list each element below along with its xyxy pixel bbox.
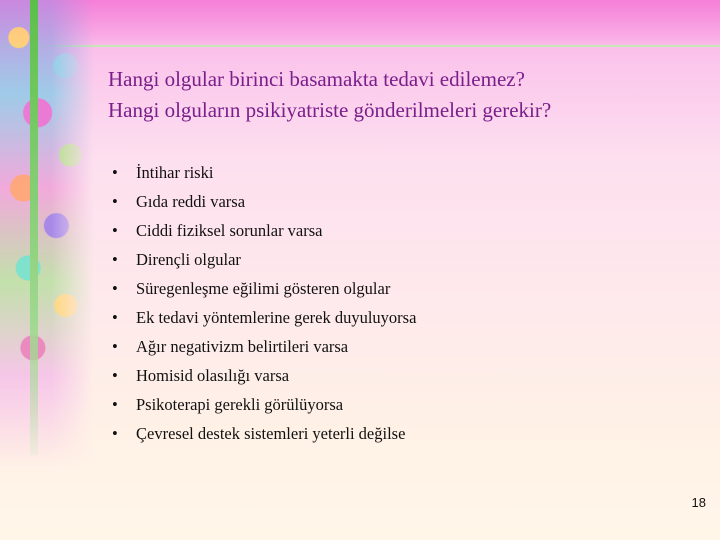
bullet-icon: • bbox=[112, 279, 118, 298]
decorative-mosaic bbox=[0, 0, 94, 470]
list-item-text: Ek tedavi yöntemlerine gerek duyuluyorsa bbox=[136, 308, 417, 327]
list-item-text: Psikoterapi gerekli görülüyorsa bbox=[136, 395, 344, 414]
list-item-text: Ağır negativizm belirtileri varsa bbox=[136, 337, 349, 356]
list-item bbox=[112, 390, 692, 419]
title-line-2: Hangi olguların psikiyatriste gönderilmeleri gerekir? bbox=[108, 98, 552, 122]
list-item-text: Çevresel destek sistemleri yeterli değilse bbox=[136, 424, 406, 443]
list-item bbox=[112, 419, 692, 448]
list-item-text: Homisid olasılığı varsa bbox=[136, 366, 290, 385]
bullet-icon: • bbox=[112, 250, 118, 269]
bullet-icon: • bbox=[112, 221, 118, 240]
bullet-list bbox=[112, 158, 692, 448]
list-item-text: Süregenleşme eğilimi gösteren olgular bbox=[136, 279, 391, 298]
list-item-text: İntihar riski bbox=[136, 163, 214, 182]
bullet-icon: • bbox=[112, 424, 118, 443]
list-item bbox=[112, 158, 692, 187]
list-item-text: Gıda reddi varsa bbox=[136, 192, 246, 211]
list-item bbox=[112, 332, 692, 361]
list-item bbox=[112, 216, 692, 245]
green-divider-line bbox=[0, 45, 720, 47]
top-pink-band bbox=[0, 0, 720, 46]
bullet-icon: • bbox=[112, 366, 118, 385]
list-item bbox=[112, 303, 692, 332]
slide-title bbox=[108, 64, 708, 126]
list-item bbox=[112, 187, 692, 216]
bullet-icon: • bbox=[112, 337, 118, 356]
bullet-icon: • bbox=[112, 163, 118, 182]
title-line-1: Hangi olgular birinci basamakta tedavi edilemez? bbox=[108, 67, 525, 91]
list-item-text: Dirençli olgular bbox=[136, 250, 241, 269]
list-item-text: Ciddi fiziksel sorunlar varsa bbox=[136, 221, 323, 240]
bullet-icon: • bbox=[112, 308, 118, 327]
page-number: 18 bbox=[691, 495, 706, 510]
list-item bbox=[112, 274, 692, 303]
green-vertical-bar bbox=[30, 0, 38, 455]
list-item bbox=[112, 245, 692, 274]
list-item bbox=[112, 361, 692, 390]
bullet-icon: • bbox=[112, 192, 118, 211]
bullet-icon: • bbox=[112, 395, 118, 414]
